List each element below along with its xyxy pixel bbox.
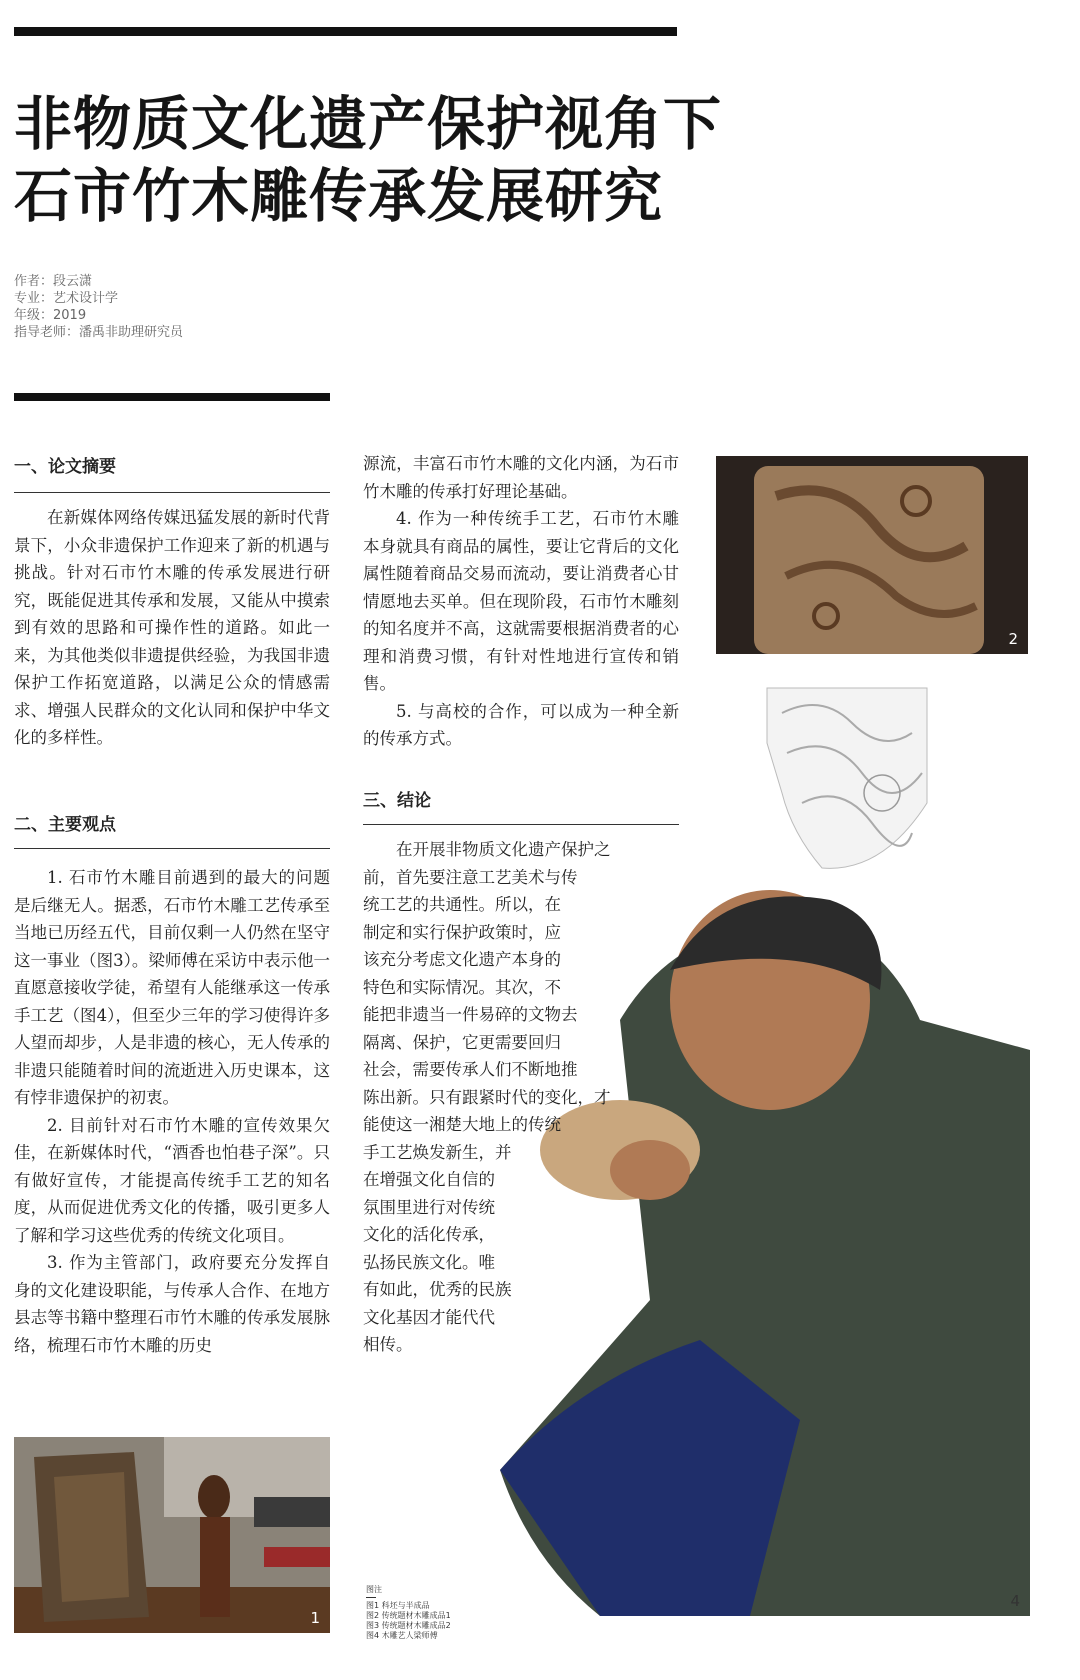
conclusion-line: 前，首先要注意工艺美术与传 bbox=[363, 867, 578, 887]
conclusion-line: 能把非遗当一件易碎的文物去 bbox=[363, 1005, 578, 1024]
conclusion-line: 相传。 bbox=[363, 1335, 413, 1354]
conclusion-line: 文化基因才能代代 bbox=[363, 1307, 495, 1327]
conclusion-line: 弘扬民族文化。唯 bbox=[363, 1252, 495, 1272]
view-3: 3. 作为主管部门，政府要充分发挥自身的文化建设职能，与传承人合作、在地方县志等书籍中整理石市竹木雕的传承发展脉络，梳理石市竹木雕的历史 bbox=[14, 1253, 330, 1355]
conclusion-line: 有如此，优秀的民族 bbox=[363, 1280, 512, 1299]
conclusion-line: 社会，需要传承人们不断地推 bbox=[363, 1060, 578, 1079]
views-column-2 bbox=[363, 450, 679, 753]
author: 作者：段云潇 bbox=[14, 274, 93, 289]
view-4: 4. 作为一种传统手工艺，石市竹木雕本身就具有商品的属性，要让它背后的文化属性随着商品交易而流动，要让消费者心甘情愿地去买单。但在现阶段，石市竹木雕刻的知名度并不高，这就需要根据消费者的心理和消费习惯，有针对性地进行宣传和销售。 bbox=[363, 509, 679, 693]
figure-1-photo bbox=[14, 1437, 330, 1633]
views-column-1 bbox=[14, 864, 330, 1359]
conclusion-line: 能使这一湘楚大地上的传统 bbox=[363, 1115, 561, 1134]
captions-heading: 图注 bbox=[366, 1585, 382, 1594]
conclusion-line: 在开展非物质文化遗产保护之 bbox=[396, 840, 611, 859]
conclusion-line: 隔离、保护，它更需要回归 bbox=[363, 1032, 561, 1052]
abstract-paragraph: 在新媒体网络传媒迅猛发展的新时代背景下，小众非遗保护工作迎来了新的机遇与挑战。针对石市竹木雕的传承发展进行研究，既能促进其传承和发展，又能从中摸索到有效的思路和可操作性的道路。如此一来，为其他类似非遗提供经验，为我国非遗保护工作拓宽道路，以满足公众的情感需求、增强人民群众的文化认同和保护中华文化的多样性。 bbox=[14, 508, 330, 747]
conclusion-line: 在增强文化自信的 bbox=[363, 1170, 495, 1189]
conclusion-line: 文化的活化传承， bbox=[363, 1225, 495, 1244]
wood-blank-illustration bbox=[14, 1437, 330, 1633]
conclusion-line: 手工艺焕发新生，并 bbox=[363, 1142, 512, 1162]
figure-4-number: 4 bbox=[1010, 1592, 1020, 1610]
abstract-rule bbox=[14, 492, 330, 493]
view-1: 1. 石市竹木雕目前遇到的最大的问题是后继无人。据悉，石市竹木雕工艺传承至当地已历经五代，目前仅剩一人仍然在坚守这一事业（图3）。梁师傅在采访中表示他一直愿意接收学徒，希望有人能继承这一传承手工艺（图4），但至少三年的学习使得许多人望而却步，人是非遗的核心，无人传承的非遗只能随着时间的流逝进入历史课本，这有悖非遗保护的初衷。 bbox=[14, 868, 330, 1107]
conclusion-line: 陈出新。只有跟紧时代的变化，才 bbox=[363, 1087, 611, 1107]
caption-divider bbox=[366, 1597, 376, 1598]
major: 专业：艺术设计学 bbox=[14, 291, 119, 306]
abstract-text bbox=[14, 504, 330, 752]
carved-brush-pot-illustration bbox=[716, 456, 1028, 654]
abstract-heading: 一、论文摘要 bbox=[14, 457, 116, 477]
figure-2-photo bbox=[716, 456, 1028, 654]
figure-1-number: 1 bbox=[310, 1609, 320, 1627]
caption-1: 图1 科坯与半成品 bbox=[366, 1601, 430, 1610]
figure-captions bbox=[366, 1585, 451, 1641]
conclusion-line: 氛围里进行对传统 bbox=[363, 1197, 495, 1217]
advisor: 指导老师：潘禹非助理研究员 bbox=[14, 325, 184, 340]
views-rule bbox=[14, 848, 330, 849]
title-line-2: 石市竹木雕传承发展研究 bbox=[14, 162, 664, 230]
caption-4: 图4 木雕艺人梁师傅 bbox=[366, 1631, 438, 1640]
view-2: 2. 目前针对石市竹木雕的宣传效果欠佳，在新媒体时代，“酒香也怕巷子深”。只有做好宣传，才能提高传统手工艺的知名度，从而促进优秀文化的传播，吸引更多人了解和学习这些优秀的传统文化项目。 bbox=[14, 1115, 330, 1245]
grade: 年级：2019 bbox=[14, 308, 87, 323]
views-heading: 二、主要观点 bbox=[14, 815, 116, 835]
caption-2: 图2 传统题材木雕成品1 bbox=[366, 1611, 451, 1620]
section-bar bbox=[14, 393, 330, 401]
top-bar bbox=[14, 27, 677, 36]
conclusion-heading: 三、结论 bbox=[363, 791, 431, 811]
conclusion-line: 该充分考虑文化遗产本身的 bbox=[363, 950, 561, 969]
figure-2-number: 2 bbox=[1008, 630, 1018, 648]
conclusion-line: 制定和实行保护政策时，应 bbox=[363, 922, 561, 942]
conclusion-line: 特色和实际情况。其次，不 bbox=[363, 977, 561, 997]
page-title bbox=[14, 88, 734, 232]
caption-3: 图3 传统题材木雕成品2 bbox=[366, 1621, 451, 1630]
title-line-1: 非物质文化遗产保护视角下 bbox=[14, 90, 723, 158]
conclusion-text bbox=[363, 836, 663, 1359]
author-info bbox=[14, 273, 183, 341]
view-3-continued: 源流，丰富石市竹木雕的文化内涵，为石市竹木雕的传承打好理论基础。 bbox=[363, 454, 679, 501]
view-5: 5. 与高校的合作，可以成为一种全新的传承方式。 bbox=[363, 701, 679, 748]
conclusion-line: 统工艺的共通性。所以，在 bbox=[363, 895, 561, 914]
